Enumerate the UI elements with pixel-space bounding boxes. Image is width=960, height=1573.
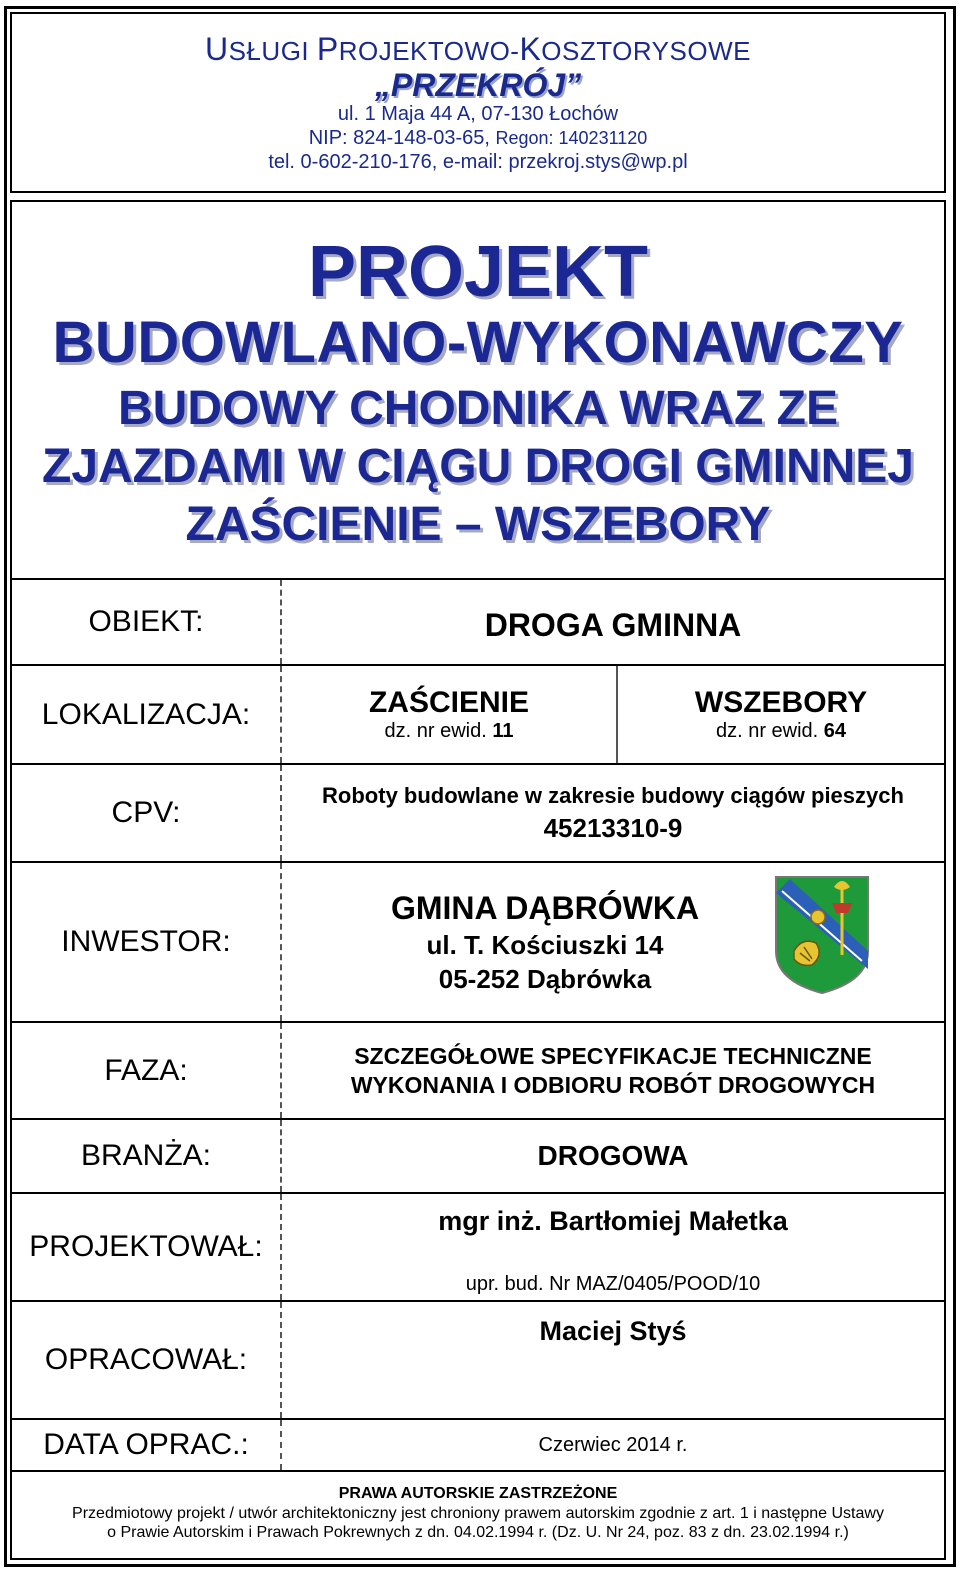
label-obiekt: OBIEKT: — [88, 605, 204, 638]
copyright-footer — [12, 1470, 944, 1542]
lokalizacja-wszebory: WSZEBORY dz. nr ewid. 64 — [616, 666, 944, 763]
label-opracowal: OPRACOWAŁ: — [44, 1343, 248, 1376]
title-subject: BUDOWY CHODNIKA WRAZ ZE ZJAZDAMI W CIĄGU DROGI GMINNEJ ZAŚCIENIE – WSZEBORY — [42, 382, 914, 551]
label-cpv: CPV: — [111, 796, 181, 829]
value-inwestor: GMINA DĄBRÓWKA ul. T. Kościuszki 14 05-252 Dąbrówka — [390, 890, 700, 994]
company-brand: „PRZEKRÓJ” — [374, 67, 582, 103]
gmina-crest-icon — [772, 873, 872, 997]
project-sheet — [10, 200, 946, 1560]
value-obiekt: DROGA GMINNA — [484, 606, 742, 643]
row-branza — [12, 1118, 944, 1192]
value-projektowal: mgr inż. Bartłomiej Małetka upr. bud. Nr MAZ/0405/POOD/10 — [438, 1206, 788, 1295]
row-faza — [12, 1021, 944, 1118]
row-data — [12, 1418, 944, 1470]
company-header — [10, 12, 946, 193]
company-contact: tel. 0-602-210-176, e-mail: przekroj.stys@wp.pl — [268, 151, 688, 173]
copyright-line-2: o Prawie Autorskim i Prawach Pokrewnych z dn. 04.02.1994 r. (Dz. U. Nr 24, poz. 83 z dn. 23.02.1994 r.) — [107, 1524, 849, 1541]
title-projekt: PROJEKT — [307, 232, 649, 312]
lokalizacja-zascienie: ZAŚCIENIE dz. nr ewid. 11 — [368, 686, 530, 742]
value-branza: DROGOWA — [537, 1140, 689, 1171]
row-lokalizacja — [12, 664, 944, 763]
row-obiekt — [12, 578, 944, 664]
label-inwestor: INWESTOR: — [61, 925, 231, 958]
value-data: Czerwiec 2014 r. — [538, 1433, 688, 1456]
company-address: ul. 1 Maja 44 A, 07-130 Łochów — [337, 103, 619, 125]
copyright-line-1: Przedmiotowy projekt / utwór architektoniczny jest chroniony prawem autorskim zgodnie z art. 1 i następne Ustawy — [72, 1505, 884, 1522]
label-faza: FAZA: — [104, 1053, 188, 1087]
copyright-heading: PRAWA AUTORSKIE ZASTRZEŻONE — [338, 1485, 618, 1502]
value-opracowal: Maciej Styś — [539, 1316, 687, 1346]
company-name: USŁUGI PROJEKTOWO-KOSZTORYSOWE — [205, 31, 751, 67]
row-inwestor — [12, 861, 944, 1021]
label-branza: BRANŻA: — [80, 1139, 212, 1172]
value-faza: SZCZEGÓŁOWE SPECYFIKACJE TECHNICZNE WYKONANIA I ODBIORU ROBÓT DROGOWYCH — [350, 1042, 876, 1098]
label-lokalizacja: LOKALIZACJA: — [41, 697, 251, 731]
label-projektowal: PROJEKTOWAŁ: — [29, 1230, 263, 1263]
row-opracowal — [12, 1300, 944, 1418]
title-type: BUDOWLANO-WYKONAWCZY — [52, 310, 904, 375]
value-cpv: Roboty budowlane w zakresie budowy ciągów pieszych 45213310-9 — [322, 782, 904, 843]
row-cpv — [12, 763, 944, 861]
row-projektowal — [12, 1192, 944, 1300]
company-ids: NIP: 824-148-03-65, Regon: 140231120 — [308, 127, 648, 149]
label-data: DATA OPRAC.: — [43, 1428, 249, 1461]
